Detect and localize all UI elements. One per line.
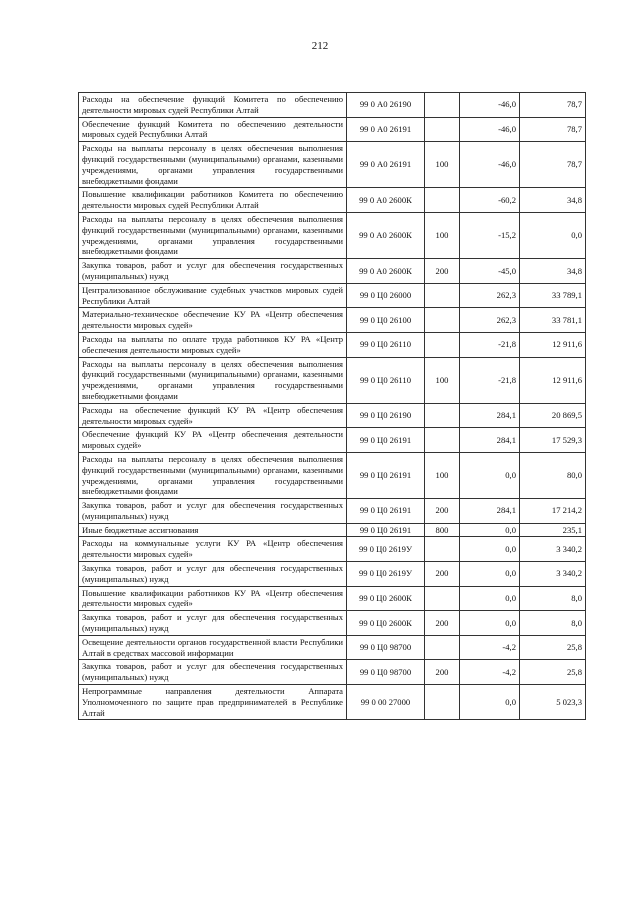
target-article-code-cell: 99 0 А0 26190 [347, 93, 425, 118]
table-row [79, 428, 586, 453]
total-amount-cell: 12 911,6 [520, 357, 586, 403]
change-amount-cell: 262,3 [460, 308, 520, 333]
expense-type-cell: 100 [425, 452, 460, 498]
target-article-code-cell: 99 0 А0 2600К [347, 188, 425, 213]
table-row [79, 142, 586, 188]
total-amount-cell: 3 340,2 [520, 537, 586, 562]
table-row [79, 499, 586, 524]
table-row [79, 188, 586, 213]
target-article-code-cell: 99 0 Ц0 98700 [347, 660, 425, 685]
target-article-code-cell: 99 0 Ц0 26100 [347, 308, 425, 333]
target-article-code-cell: 99 0 Ц0 2600К [347, 611, 425, 636]
total-amount-cell: 25,8 [520, 660, 586, 685]
expense-name-cell: Освещение деятельности органов государственной власти Республики Алтай в средствах массовой информации [79, 635, 347, 660]
total-amount-cell: 17 214,2 [520, 499, 586, 524]
page-number: 212 [311, 40, 329, 52]
target-article-code-cell: 99 0 Ц0 26110 [347, 332, 425, 357]
expense-type-cell [425, 283, 460, 308]
target-article-code-cell: 99 0 Ц0 2619У [347, 537, 425, 562]
expense-name-cell: Закупка товаров, работ и услуг для обеспечения государственных (муниципальных) нужд [79, 660, 347, 685]
expense-type-cell [425, 332, 460, 357]
table-row [79, 452, 586, 498]
target-article-code-cell: 99 0 Ц0 26190 [347, 403, 425, 428]
total-amount-cell: 78,7 [520, 93, 586, 118]
total-amount-cell: 12 911,6 [520, 332, 586, 357]
total-amount-cell: 34,8 [520, 259, 586, 284]
expense-name-cell: Централизованное обслуживание судебных участков мировых судей Республики Алтай [79, 283, 347, 308]
target-article-code-cell: 99 0 А0 26191 [347, 117, 425, 142]
change-amount-cell: -45,0 [460, 259, 520, 284]
change-amount-cell: 262,3 [460, 283, 520, 308]
expense-name-cell: Расходы на выплаты по оплате труда работников КУ РА «Центр обеспечения деятельности мировых судей» [79, 332, 347, 357]
expense-type-cell [425, 586, 460, 611]
change-amount-cell: 0,0 [460, 537, 520, 562]
budget-table-body [79, 93, 586, 720]
total-amount-cell: 17 529,3 [520, 428, 586, 453]
change-amount-cell: 284,1 [460, 403, 520, 428]
expense-type-cell [425, 537, 460, 562]
expense-type-cell [425, 188, 460, 213]
change-amount-cell: -46,0 [460, 117, 520, 142]
table-row [79, 93, 586, 118]
change-amount-cell: 0,0 [460, 611, 520, 636]
expense-type-cell: 200 [425, 562, 460, 587]
change-amount-cell: -4,2 [460, 635, 520, 660]
change-amount-cell: 284,1 [460, 499, 520, 524]
target-article-code-cell: 99 0 А0 2600К [347, 212, 425, 258]
expense-name-cell: Закупка товаров, работ и услуг для обеспечения государственных (муниципальных) нужд [79, 499, 347, 524]
expense-type-cell: 800 [425, 523, 460, 537]
target-article-code-cell: 99 0 Ц0 26191 [347, 452, 425, 498]
expense-type-cell: 200 [425, 611, 460, 636]
change-amount-cell: 0,0 [460, 685, 520, 720]
change-amount-cell: -46,0 [460, 142, 520, 188]
expense-name-cell: Расходы на выплаты персоналу в целях обеспечения выполнения функций государственными (муниципальными) органами, казенными учреждениями, органами управления государственными внебюджетными фондами [79, 452, 347, 498]
expense-name-cell: Непрограммные направления деятельности Аппарата Уполномоченного по защите прав предпринимателей в Республике Алтай [79, 685, 347, 720]
expense-name-cell: Повышение квалификации работников КУ РА «Центр обеспечения деятельности мировых судей» [79, 586, 347, 611]
total-amount-cell: 33 789,1 [520, 283, 586, 308]
target-article-code-cell: 99 0 Ц0 98700 [347, 635, 425, 660]
change-amount-cell: -46,0 [460, 93, 520, 118]
expense-type-cell: 100 [425, 212, 460, 258]
total-amount-cell: 20 869,5 [520, 403, 586, 428]
target-article-code-cell: 99 0 Ц0 26191 [347, 523, 425, 537]
change-amount-cell: 0,0 [460, 562, 520, 587]
table-row [79, 586, 586, 611]
target-article-code-cell: 99 0 Ц0 26191 [347, 428, 425, 453]
total-amount-cell: 78,7 [520, 117, 586, 142]
table-row [79, 562, 586, 587]
expense-type-cell: 200 [425, 259, 460, 284]
total-amount-cell: 8,0 [520, 611, 586, 636]
table-row [79, 403, 586, 428]
table-row [79, 523, 586, 537]
table-row [79, 283, 586, 308]
expense-name-cell: Обеспечение функций Комитета по обеспечению деятельности мировых судей Республики Алтай [79, 117, 347, 142]
change-amount-cell: -4,2 [460, 660, 520, 685]
table-row [79, 357, 586, 403]
target-article-code-cell: 99 0 Ц0 2600К [347, 586, 425, 611]
expense-type-cell [425, 685, 460, 720]
total-amount-cell: 0,0 [520, 212, 586, 258]
target-article-code-cell: 99 0 Ц0 26191 [347, 499, 425, 524]
expense-name-cell: Повышение квалификации работников Комитета по обеспечению деятельности мировых судей Республики Алтай [79, 188, 347, 213]
expense-name-cell: Закупка товаров, работ и услуг для обеспечения государственных (муниципальных) нужд [79, 562, 347, 587]
total-amount-cell: 78,7 [520, 142, 586, 188]
change-amount-cell: 0,0 [460, 586, 520, 611]
table-row [79, 685, 586, 720]
target-article-code-cell: 99 0 А0 26191 [347, 142, 425, 188]
expense-name-cell: Иные бюджетные ассигнования [79, 523, 347, 537]
target-article-code-cell: 99 0 А0 2600К [347, 259, 425, 284]
expense-name-cell: Расходы на выплаты персоналу в целях обеспечения выполнения функций государственными (муниципальными) органами, казенными учреждениями, органами управления государственными внебюджетными фондами [79, 357, 347, 403]
change-amount-cell: -60,2 [460, 188, 520, 213]
total-amount-cell: 235,1 [520, 523, 586, 537]
change-amount-cell: -15,2 [460, 212, 520, 258]
table-row [79, 537, 586, 562]
expense-name-cell: Расходы на обеспечение функций КУ РА «Центр обеспечения деятельности мировых судей» [79, 403, 347, 428]
table-row [79, 611, 586, 636]
target-article-code-cell: 99 0 00 27000 [347, 685, 425, 720]
expense-name-cell: Расходы на обеспечение функций Комитета по обеспечению деятельности мировых судей Республики Алтай [79, 93, 347, 118]
target-article-code-cell: 99 0 Ц0 26000 [347, 283, 425, 308]
expense-name-cell: Расходы на коммунальные услуги КУ РА «Центр обеспечения деятельности мировых судей» [79, 537, 347, 562]
total-amount-cell: 3 340,2 [520, 562, 586, 587]
change-amount-cell: 0,0 [460, 452, 520, 498]
expense-type-cell: 100 [425, 142, 460, 188]
total-amount-cell: 34,8 [520, 188, 586, 213]
total-amount-cell: 8,0 [520, 586, 586, 611]
expense-type-cell [425, 403, 460, 428]
table-row [79, 259, 586, 284]
change-amount-cell: -21,8 [460, 332, 520, 357]
table-row [79, 660, 586, 685]
change-amount-cell: 284,1 [460, 428, 520, 453]
expense-type-cell [425, 635, 460, 660]
total-amount-cell: 80,0 [520, 452, 586, 498]
table-row [79, 308, 586, 333]
expense-type-cell: 200 [425, 499, 460, 524]
total-amount-cell: 5 023,3 [520, 685, 586, 720]
table-row [79, 635, 586, 660]
budget-table [78, 92, 586, 720]
table-row [79, 332, 586, 357]
expense-type-cell [425, 428, 460, 453]
target-article-code-cell: 99 0 Ц0 2619У [347, 562, 425, 587]
expense-type-cell [425, 117, 460, 142]
expense-name-cell: Расходы на выплаты персоналу в целях обеспечения выполнения функций государственными (муниципальными) органами, казенными учреждениями, органами управления государственными внебюджетными фондами [79, 212, 347, 258]
table-row [79, 212, 586, 258]
change-amount-cell: 0,0 [460, 523, 520, 537]
expense-type-cell [425, 308, 460, 333]
expense-type-cell: 200 [425, 660, 460, 685]
expense-name-cell: Закупка товаров, работ и услуг для обеспечения государственных (муниципальных) нужд [79, 259, 347, 284]
expense-name-cell: Расходы на выплаты персоналу в целях обеспечения выполнения функций государственными (муниципальными) органами, казенными учреждениями, органами управления государственными внебюджетными фондами [79, 142, 347, 188]
expense-name-cell: Материально-техническое обеспечение КУ РА «Центр обеспечения деятельности мировых судей» [79, 308, 347, 333]
expense-name-cell: Обеспечение функций КУ РА «Центр обеспечения деятельности мировых судей» [79, 428, 347, 453]
total-amount-cell: 33 781,1 [520, 308, 586, 333]
total-amount-cell: 25,8 [520, 635, 586, 660]
change-amount-cell: -21,8 [460, 357, 520, 403]
table-row [79, 117, 586, 142]
expense-type-cell: 100 [425, 357, 460, 403]
target-article-code-cell: 99 0 Ц0 26110 [347, 357, 425, 403]
expense-type-cell [425, 93, 460, 118]
expense-name-cell: Закупка товаров, работ и услуг для обеспечения государственных (муниципальных) нужд [79, 611, 347, 636]
